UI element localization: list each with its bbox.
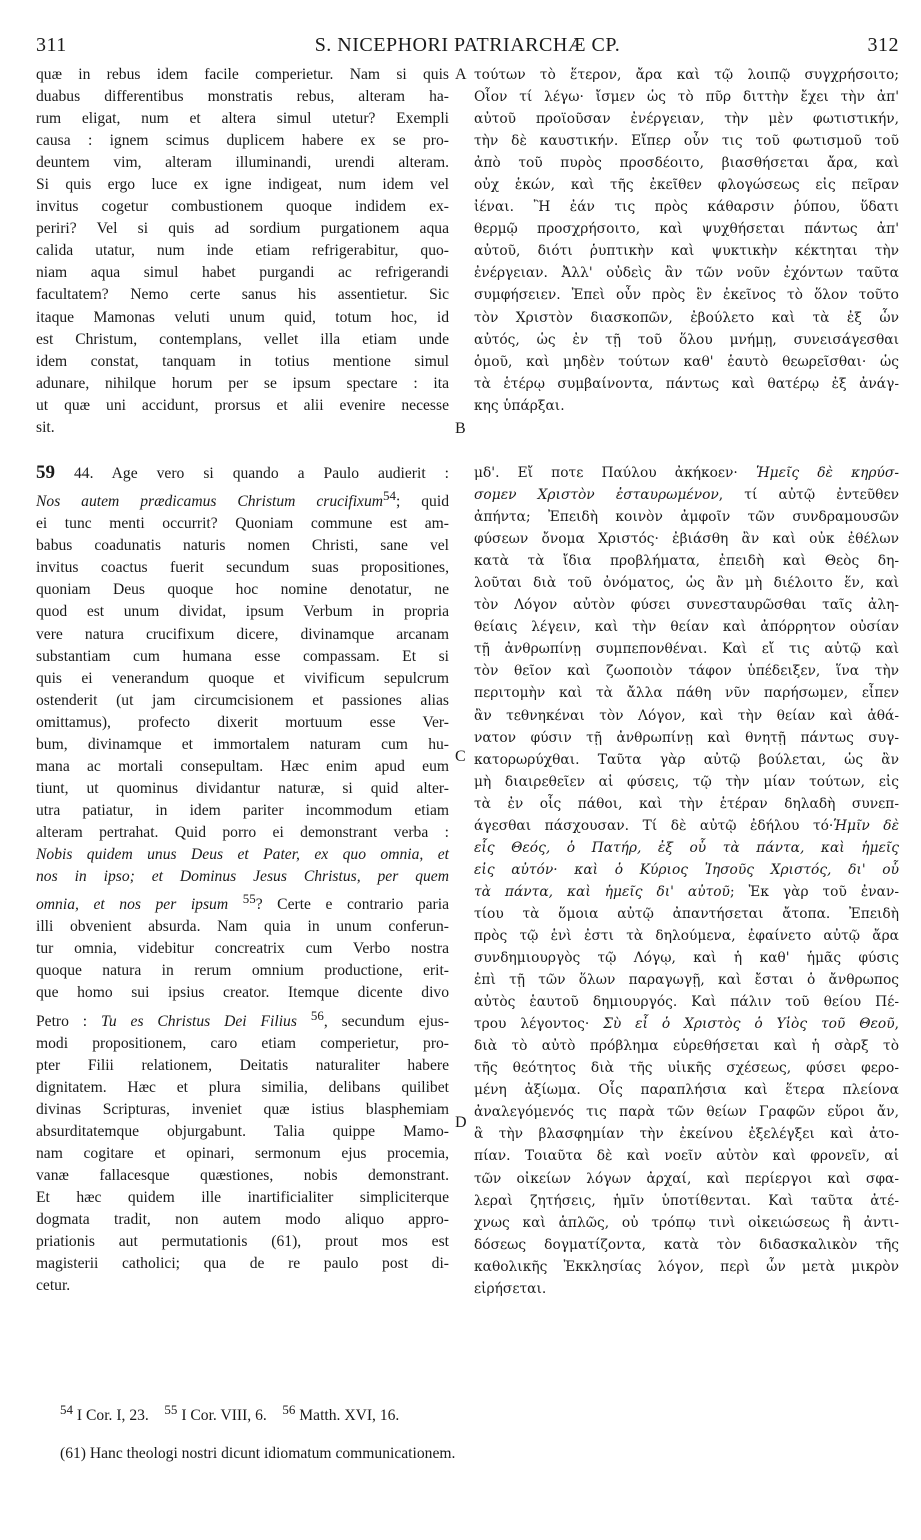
scripture-footnotes: $^{54}$ I Cor. I, 23. $^{55}$ I Cor. VIII, 6. $^{56}$ Matth. XVI, 16. bbox=[60, 1402, 400, 1425]
text-line: ἂν τεθνηκέναι τὸν Λόγον, καὶ τὴν θείαν καὶ ἀθά- bbox=[474, 707, 899, 724]
latin-lines-c bbox=[36, 1033, 449, 1298]
greek-column-top bbox=[474, 64, 899, 417]
text-line: τῶν οἰκείων λόγων ἀρχαί, καὶ περίεργοι καὶ σφα- bbox=[474, 1170, 899, 1187]
greek-lines-c bbox=[474, 1035, 899, 1300]
text-line: τὸν θεῖον καὶ ζωοποιὸν τάφον ὑπέδειξεν, ἵνα τὴν bbox=[474, 663, 899, 680]
text-line: vere natura crucifixum dicere, divinamque arcanam bbox=[36, 625, 449, 643]
scripture-quote: Ἡμῖν δὲ bbox=[833, 817, 899, 834]
greek-quote-line bbox=[474, 837, 899, 859]
latin-quote-line: omnia, et nos per ipsum $^{55}$? Certe e contrario paria bbox=[36, 891, 450, 914]
text-line: ostenderit (ut jam circumcisionem et passiones alias bbox=[36, 691, 449, 709]
scripture-quote: εἰς αὐτόν· καὶ ὁ Κύριος Ἰησοῦς Χριστός, δι' οὗ bbox=[474, 861, 899, 878]
page-number-left: 311 bbox=[36, 34, 67, 56]
text-line: causa : ignem scimus duplicem habere ex se pro- bbox=[36, 132, 449, 150]
text-line: συνδημιουργὸς τῷ Λόγῳ, καὶ ἡ καθ' ἡμᾶς φύσις bbox=[474, 950, 899, 967]
text-line: ἀπὸ τοῦ πυρὸς προσδέοιτο, βιασθήσεται ἄρα, καὶ bbox=[474, 155, 899, 172]
text-line: sit. bbox=[36, 418, 55, 436]
text-line: κατορωρύχθαι. Ταῦτα γὰρ αὐτῷ βούλεται, ὡς ἂν bbox=[474, 751, 899, 768]
greek-quote-line: άγεσθαι πάσχουσαν. Τί δὲ αὐτῷ ἐδήλου τό·Ἡμῖν δὲ bbox=[474, 817, 899, 834]
text-line: facultatem? Nemo certe sanus his assentietur. Sic bbox=[36, 286, 449, 304]
footnote-55: I Cor. VIII, 6. bbox=[181, 1407, 267, 1425]
text-line: vanæ fallacesque quæstiones, nobis demonstrant. bbox=[36, 1167, 449, 1185]
text-line: Si quis ergo luce ex igne indigeat, num idem vel bbox=[36, 176, 449, 194]
scripture-quote: omnia, et nos per ipsum bbox=[36, 896, 229, 914]
text-line: κης ὑπάρξαι. bbox=[474, 397, 565, 414]
text-line: Et hæc quidem ille inartificialiter simpliciterque bbox=[36, 1189, 449, 1207]
text-line: τὴν δὲ καυστικήν. Εἴπερ οὖν τις τοῦ φωτισμοῦ τοῦ bbox=[474, 133, 899, 150]
footnote-ref: 54 bbox=[383, 488, 397, 504]
margin-letter-b: B bbox=[455, 420, 466, 437]
text-line: ἀναλεγόμενός τις παρὰ τῶν θείων Γραφῶν εὕροι ἄν, bbox=[474, 1104, 899, 1121]
text-line: ἀπήντα; Ἐπειδὴ κοινὸν ἀμφοῖν τῶν συνδραμουσῶν bbox=[474, 509, 899, 526]
text-line: μὴ διαιρεθεῖεν αἱ φύσεις, τῷ τὴν μίαν τούτων, εἰς bbox=[474, 773, 899, 790]
page-number-right: 312 bbox=[867, 34, 899, 56]
text-line: αὐτός, ὡς ἐν τῇ τοῦ ὅλου μνήμῃ, συνεισάγεσθαι bbox=[474, 331, 899, 348]
text-line: dignitatem. Hæc et plura similia, delibans quilibet bbox=[36, 1078, 449, 1096]
margin-letter-c: C bbox=[455, 748, 466, 765]
text-line: bum, divinamque et immortalem naturam cum hu- bbox=[36, 735, 449, 753]
text-line: κατὰ τὰ ἴδια προβλήματα, ἐπειδὴ καὶ Θεὸς δη- bbox=[474, 553, 899, 570]
text-line: niam aqua simul habet purgandi ac refrigerandi bbox=[36, 264, 449, 282]
text-line: quæ in rebus idem facile comperietur. Nam si quis bbox=[36, 66, 449, 83]
text-line: quod est unum dividat, ipsum Verbum in propria bbox=[36, 603, 449, 621]
text-line: τίου τὰ ὅμοια αὐτῷ ἀπαντήσεται ἄτοπα. Ἐπειδὴ bbox=[474, 905, 899, 922]
text-line: illi obvenient absurda. Nam quia in unum conferun- bbox=[36, 918, 449, 936]
text-line: οὐχ ἑκών, καὶ τῆς ἐκεῖθεν φλογώσεως εἰς πεῖραν bbox=[474, 177, 899, 194]
text-line: τὸν Χριστὸν διασκοπῶν, ἐβούλετο καὶ τὰ ἐξ ὧν bbox=[474, 309, 899, 326]
text-line: τὸν Λόγον αὐτὸν φύσει συνεσταυρῶσθαι ταῖς ἀλη- bbox=[474, 597, 899, 614]
text-line: τὰ ἐν οἷς πάθοι, καὶ τὴν ἑτέραν δηλαδὴ συνεπ- bbox=[474, 795, 899, 812]
latin-quote-line: Petro : Tu es Christus Dei Filius $^{56}$, secundum ejus- bbox=[36, 1007, 450, 1030]
text-line: substantiam cum humana esse compassam. Et si bbox=[36, 647, 449, 665]
text-line: quoque natura in rerum omnium productione, erit- bbox=[36, 962, 449, 980]
text-line: πίαν. Τοιαῦτα δὲ καὶ νοεῖν αὐτὸν καὶ φρονεῖν, αἱ bbox=[474, 1148, 899, 1165]
scripture-quote: σομεν Χριστὸν ἐσταυρωμένον bbox=[474, 487, 719, 504]
text-line: χνως καὶ ἁπλῶς, οὐ τρόπῳ τινὶ οἰκειώσεως ἢ ἀντι- bbox=[474, 1214, 899, 1231]
text-line: dogmata tradit, non autem modo aliquo appro- bbox=[36, 1211, 449, 1229]
text-line: nam cogitare et opinari, sermonum ejus procemia, bbox=[36, 1144, 449, 1162]
text-line: Οἷον τί λέγω· ἴσμεν ὡς τὸ πῦρ διττὴν ἔχει τὴν ἀπ' bbox=[474, 89, 899, 106]
text-line: θερμῷ προσχρήσοιτο, καὶ ψυχθήσεται πάντως ἀπ' bbox=[474, 221, 899, 238]
text-line: invitus cogetur combustionem quoque indidem ex- bbox=[36, 198, 449, 216]
margin-letter-d: D bbox=[455, 1114, 467, 1131]
editor-note-61: (61) Hanc theologi nostri dicunt idiomatum communicationem. bbox=[60, 1445, 456, 1462]
text-line: τῇ ἀνθρωπίνῃ συμπεπονθέναι. Καὶ εἴ τις αὐτῷ καὶ bbox=[474, 641, 899, 658]
text-line: εἰρήσεται. bbox=[474, 1280, 547, 1297]
text-line: αὐτοῦ, διότι ῥυπτικὴν καὶ ψυκτικὴν κέκτηται τὴν bbox=[474, 243, 899, 260]
text-line: αὐτοῦ προϊοῦσαν ἐνέργειαν, τὴν μὲν φωτιστικήν, bbox=[474, 111, 899, 128]
running-header bbox=[36, 34, 899, 60]
latin-lines-a bbox=[36, 513, 449, 844]
text-line: duabus differentibus monstratis rebus, alteram ha- bbox=[36, 88, 449, 106]
text-line: modi propositionem, caro etiam comperietur, pro- bbox=[36, 1034, 449, 1052]
section-number: 44. bbox=[74, 465, 94, 482]
text-line: φύσεων ὄνομα Χριστός· ἐβιάσθη ἂν καὶ οὐκ ἐθέλων bbox=[474, 531, 899, 548]
text-line: utra patiatur, in idem pariter incommodum etiam bbox=[36, 801, 449, 819]
latin-quote-line: Nos autem prædicamus Christum crucifixum$^{54}$; quid bbox=[36, 488, 449, 511]
text-line: cetur. bbox=[36, 1277, 71, 1295]
text-line: idem constat, tanquam in totius mentione simul bbox=[36, 352, 449, 370]
text-line: νατον φύσιν τῇ ἀνθρωπίνῃ καὶ θνητῇ πάντως συγ- bbox=[474, 729, 899, 746]
scripture-quote: nos in ipso; et Dominus Jesus Christus, per quem bbox=[36, 868, 449, 886]
text-line: rum eligat, num et altera simul utetur? Exempli bbox=[36, 110, 449, 128]
margin-letter-a: A bbox=[455, 66, 467, 83]
text-line: pter Filii relationem, Deitatis naturaliter habere bbox=[36, 1056, 449, 1074]
text-line: ἐπὶ τῇ τῶν ὅλων παραγωγῇ, καὶ ἔσται ὁ ἄνθρωπος bbox=[474, 972, 899, 989]
text-line: que homo sui ipsius creator. Itemque dicente divo bbox=[36, 984, 449, 1002]
text-line: alteram pertrahat. Quid porro ei demonstrant verba : bbox=[36, 823, 449, 841]
text-line: τούτων τὸ ἕτερον, ἄρα καὶ τῷ λοιπῷ συγχρήσοιτο; bbox=[474, 67, 899, 83]
text-line: ei tunc menti occurrit? Quoniam commune est am- bbox=[36, 515, 449, 533]
footnote-56: Matth. XVI, 16. bbox=[299, 1407, 400, 1425]
text-line: periri? Vel si quis ad sordium purgationem aqua bbox=[36, 220, 449, 238]
greek-quote-line: τρου λέγοντος· Σὺ εἶ ὁ Χριστὸς ὁ Υἱὸς τοῦ Θεοῦ, bbox=[474, 1016, 899, 1033]
text-line: adunare, nihilque horum per se ipsum spectare : ita bbox=[36, 374, 449, 392]
scripture-quote: Tu es Christus Dei Filius bbox=[101, 1012, 297, 1030]
text-line: omittamus), profecto dixerit mortuum esse Ver- bbox=[36, 713, 449, 731]
text-line: mana ac mortali consepultam. Hæc enim apud eum bbox=[36, 757, 449, 775]
text-line: invitus coactus fuerit secundum suas propositiones, bbox=[36, 559, 449, 577]
text-line: μένη ἀξίωμα. Οἷς παραπλήσια καὶ ἕτερα πλείονα bbox=[474, 1082, 899, 1099]
scripture-quote: τὰ πάντα, καὶ ἡμεῖς δι' αὐτοῦ bbox=[474, 883, 730, 900]
text-line: πρὸς τῷ ἑνὶ ἐστι τὰ δηλούμενα, ἐφαίνετο αὐτῷ ἄρα bbox=[474, 927, 899, 944]
text-line: calida utatur, num inde etiam refrigerabitur, quo- bbox=[36, 242, 449, 260]
text-line: quis ei venerandum quoque et vivificum sepulcrum bbox=[36, 669, 449, 687]
text-line: quoniam Deus quoque hoc nomine denotatur, ne bbox=[36, 581, 449, 599]
section-marker: 59 bbox=[36, 462, 55, 483]
greek-column-main bbox=[474, 462, 899, 1300]
text-line: ut quæ uni accidunt, prorsus et alii evenire necesse bbox=[36, 396, 449, 414]
greek-lines-b bbox=[474, 903, 899, 1013]
text-line: θείαις λέγειν, καὶ τὴν θείαν καὶ ἀπόρρητον οὐσίαν bbox=[474, 619, 899, 636]
text-line: περιτομὴν καὶ τὰ ἄλλα πάθη νῦν παρήσωμεν, εἶπεν bbox=[474, 685, 899, 702]
text-line: λοῦται διὰ τοῦ ὀνόματος, ὡς ἂν μὴ διέλοιτο ἕν, καὶ bbox=[474, 575, 899, 592]
text-line: absurditatemque objurgabunt. Talia quippe Mamo- bbox=[36, 1122, 449, 1140]
text-line: διὰ τὸ αὐτὸ πρόβλημα εὑρεθήσεται καὶ ἡ σὰρξ τὸ bbox=[474, 1038, 899, 1055]
greek-quote-line bbox=[474, 859, 899, 881]
latin-column-top bbox=[36, 64, 449, 439]
greek-quote-line: σομεν Χριστὸν ἐσταυρωμένον, τί αὐτῷ ἐντεῦθεν bbox=[474, 487, 899, 504]
section-number: μδ'. bbox=[474, 465, 500, 481]
scripture-quote: Σὺ εἶ ὁ Χριστὸς ὁ Υἱὸς τοῦ Θεοῦ bbox=[603, 1016, 895, 1033]
greek-section-heading: μδ'. Εἴ ποτε Παύλου ἀκήκοεν· Ἡμεῖς δὲ κηρύσ- bbox=[474, 465, 899, 481]
text-line: τῆς θεότητος διὰ τῆς υἱικῆς σχέσεως, φύσει φερο- bbox=[474, 1060, 899, 1077]
latin-quote-line bbox=[36, 866, 449, 888]
text-line: ἰέναι. Ἢ ἐάν τις πρὸς κάθαρσιν ῥύπου, ὕδατι bbox=[474, 199, 899, 216]
text-line: tur omnia, videbitur concreatrix cum Verbo nostra bbox=[36, 940, 449, 958]
scripture-quote: Nobis quidem unus Deus et Pater, ex quo omnia, et bbox=[36, 845, 449, 863]
running-title: S. NICEPHORI PATRIARCHÆ CP. bbox=[314, 34, 621, 56]
scripture-quote: Nos autem prædicamus Christum crucifixum bbox=[36, 493, 384, 511]
text-line: καθολικῆς Ἐκκλησίας λόγον, περὶ ὧν μετὰ μικρὸν bbox=[474, 1258, 899, 1275]
greek-quote-line: τὰ πάντα, καὶ ἡμεῖς δι' αὐτοῦ; Ἐκ γὰρ τοῦ ἐναν- bbox=[474, 883, 899, 900]
greek-lines-a bbox=[474, 506, 899, 815]
latin-section-heading: 59 44. Age vero si quando a Paulo audierit : bbox=[36, 462, 449, 483]
text-line: αὐτὸς ἑαυτοῦ δημιουργός. Καὶ πάλιν τοῦ θείου Πέ- bbox=[474, 994, 899, 1011]
text-line: divinas Scripturas, inveniet quæ istius blasphemiam bbox=[36, 1100, 449, 1118]
scripture-quote: εἷς Θεός, ὁ Πατήρ, ἐξ οὗ τὰ πάντα, καὶ ἡμεῖς bbox=[474, 839, 899, 856]
text-line: magisterii catholici; qua de re paulo post di- bbox=[36, 1255, 449, 1273]
latin-column-main bbox=[36, 462, 449, 1297]
footnote-ref: 55 bbox=[242, 891, 256, 907]
text-line: est Christum, contemplans, vellet illa etiam unde bbox=[36, 330, 449, 348]
scripture-quote: Ἡμεῖς δὲ κηρύσ- bbox=[755, 465, 899, 481]
text-line: babus coadunatis naturis nomen Christi, sane vel bbox=[36, 537, 449, 555]
footnote-ref: 56 bbox=[310, 1007, 324, 1023]
text-line: ὁμοῦ, καὶ μηδὲν τούτων καθ' ἑαυτὸ θεωρεῖσθαι· ὡς bbox=[474, 353, 899, 370]
text-line: ἃ τὴν βλασφημίαν τὴν ἐκείνου ἐξελέγξει καὶ ἀτο- bbox=[474, 1126, 899, 1143]
latin-quote-line bbox=[36, 844, 449, 866]
text-line: λεραὶ ζητήσεις, ἡμῖν ὑποτίθενται. Καὶ ταῦτα ἀτέ- bbox=[474, 1192, 899, 1209]
text-line: ἐνέργειαν. Ἀλλ' οὐδεὶς ἂν τῶν νοῦν ἐχόντων ταῦτα bbox=[474, 265, 899, 282]
text-line: δόσεως δογματίζοντα, κατὰ τὸν διδασκαλικὸν τῆς bbox=[474, 1236, 899, 1253]
text-line: priationis aut permutationis (61), prout mos est bbox=[36, 1233, 449, 1251]
latin-lines-b bbox=[36, 916, 449, 1004]
text-line: tiunt, ut quominus dividantur naturæ, si quid alter- bbox=[36, 779, 449, 797]
footnote-54: I Cor. I, 23. bbox=[76, 1407, 149, 1425]
text-line: deuntem vim, alteram illuminandi, urendi alteram. bbox=[36, 154, 449, 172]
text-line: συμφήσειεν. Ἐπεὶ οὖν πρὸς ἓν ἐκεῖνος τὸ ὅλον τοῦτο bbox=[474, 287, 899, 304]
text-line: itaque Mamonas veluti unum quid, totum hoc, id bbox=[36, 308, 449, 326]
text-line: τὰ ἑτέρῳ συμβαίνοντα, πάντως καὶ θατέρῳ ἐξ ἀνάγ- bbox=[474, 375, 899, 392]
